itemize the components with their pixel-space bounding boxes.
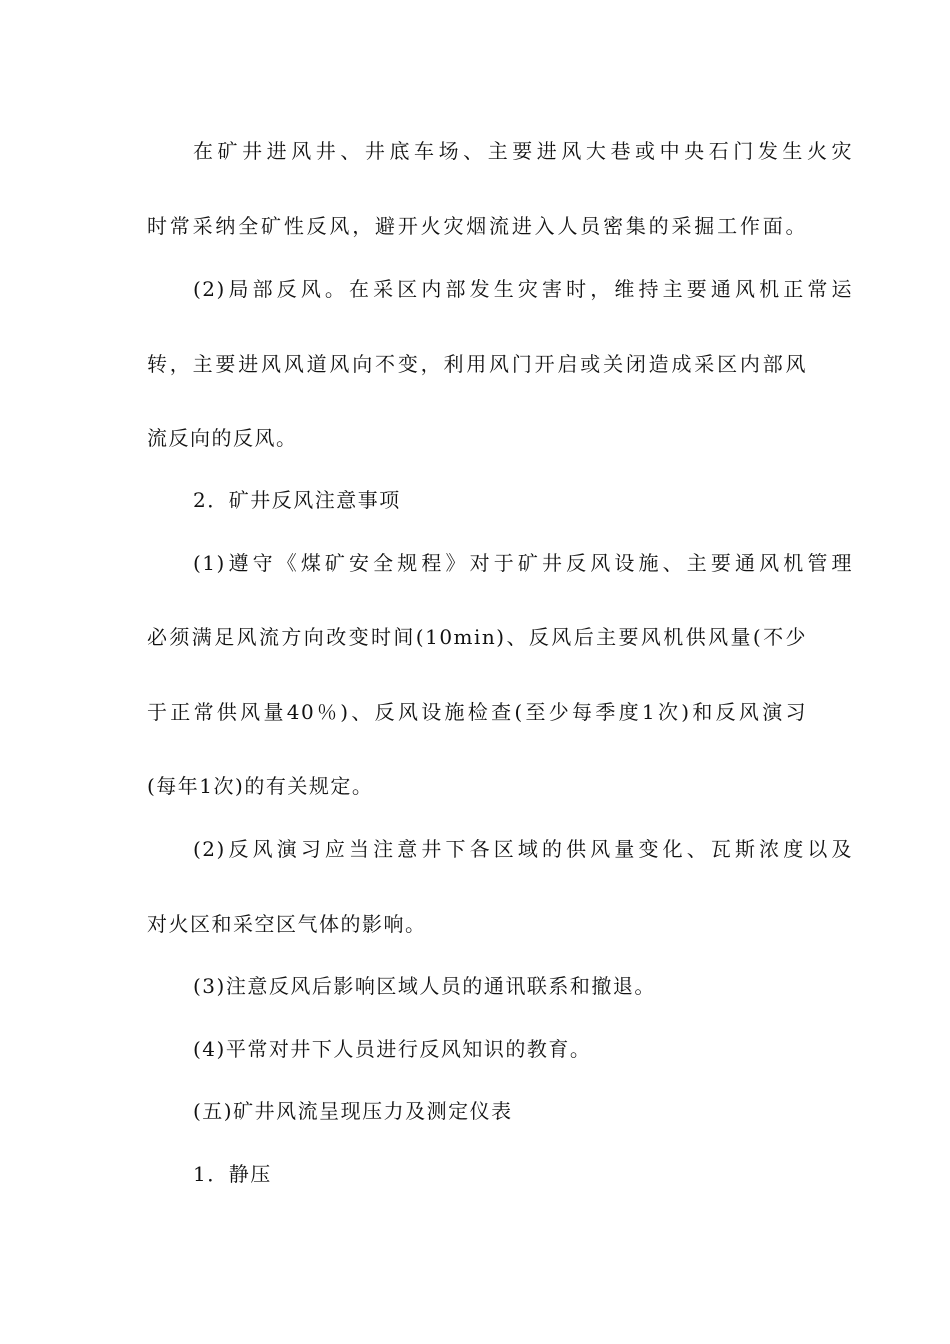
paragraph-line-12: 对火区和采空区气体的影响。: [147, 912, 427, 936]
paragraph-line-1: 在矿井进风井、井底车场、主要进风大巷或中央石门发生火灾: [193, 139, 853, 163]
paragraph-line-7: (1)遵守《煤矿安全规程》对于矿井反风设施、主要通风机管理: [193, 551, 853, 575]
paragraph-line-8: 必须满足风流方向改变时间(10min)、反风后主要风机供风量(不少: [147, 625, 807, 649]
paragraph-line-2: 时常采纳全矿性反风，避开火灾烟流进入人员密集的采掘工作面。: [147, 214, 807, 238]
paragraph-line-14: (4)平常对井下人员进行反风知识的教育。: [193, 1037, 592, 1061]
paragraph-line-3: (2)局部反风。在采区内部发生灾害时，维持主要通风机正常运: [193, 277, 853, 301]
paragraph-line-4: 转，主要进风风道风向不变，利用风门开启或关闭造成采区内部风: [147, 352, 807, 376]
paragraph-line-5: 流反向的反风。: [147, 426, 298, 450]
paragraph-line-11: (2)反风演习应当注意井下各区域的供风量变化、瓦斯浓度以及: [193, 837, 853, 861]
paragraph-line-10: (每年1次)的有关规定。: [147, 774, 374, 798]
paragraph-line-13: (3)注意反风后影响区域人员的通讯联系和撤退。: [193, 974, 656, 998]
section-heading-2: 2．矿井反风注意事项: [193, 488, 401, 512]
subsection-heading-1: 1．静压: [193, 1162, 272, 1186]
section-heading-5: (五)矿井风流呈现压力及测定仪表: [193, 1099, 513, 1123]
paragraph-line-9: 于正常供风量40％)、反风设施检查(至少每季度1次)和反风演习: [147, 700, 807, 724]
